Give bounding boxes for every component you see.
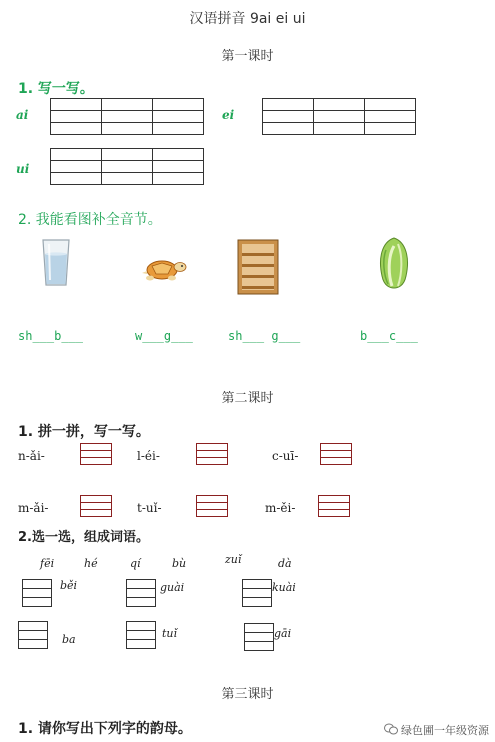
part2-q2: 2.选一选，组成词语。 [18, 530, 149, 545]
word-box-3[interactable] [242, 579, 272, 607]
option-1: fēi [40, 557, 55, 570]
word-hint-3: kuài [272, 581, 296, 594]
label-ai: ai [16, 108, 29, 122]
watermark [384, 722, 489, 739]
bookshelf-icon [236, 238, 280, 296]
spell-item-1: n-ǎi- [18, 449, 45, 463]
word-box-6[interactable] [244, 623, 274, 651]
blank-syllable-4[interactable]: b___c___ [360, 329, 418, 343]
spell-item-2: l-éi- [137, 449, 160, 463]
word-box-1[interactable] [22, 579, 52, 607]
blank-syllable-2[interactable]: w___g___ [135, 329, 193, 343]
spell-box-2[interactable] [196, 443, 228, 465]
lesson-3-heading: 第三课时 [221, 687, 274, 702]
word-hint-2: guài [160, 581, 185, 594]
spell-box-3[interactable] [320, 443, 352, 465]
turtle-icon [138, 256, 188, 282]
word-hint-4: ba [62, 633, 76, 646]
word-box-2[interactable] [126, 579, 156, 607]
spell-box-1[interactable] [80, 443, 112, 465]
option-2: hé [84, 557, 98, 570]
spell-box-4[interactable] [80, 495, 112, 517]
spell-item-5: t-uǐ- [137, 501, 162, 515]
writing-grid-ai[interactable] [50, 98, 204, 135]
option-3: qí [130, 557, 141, 570]
spell-box-5[interactable] [196, 495, 228, 517]
blank-syllable-1[interactable]: sh___b___ [18, 329, 84, 343]
label-ei: ei [222, 108, 235, 122]
spell-item-6: m-ěi- [265, 501, 296, 515]
spell-item-3: c-uī- [272, 449, 299, 463]
part2-q1: 1. 拼一拼，写一写。 [18, 424, 150, 440]
spell-box-6[interactable] [318, 495, 350, 517]
word-hint-5: tuǐ [162, 627, 178, 640]
wechat-icon [384, 723, 398, 738]
part3-q1: 1. 请你写出下列字的韵母。 [18, 721, 192, 737]
watermark-text: 绿色圃一年级资源 [401, 723, 489, 737]
section1-heading: 1. 写一写。 [18, 81, 94, 97]
glass-of-water-icon [40, 238, 72, 288]
word-hint-6: gāi [274, 627, 292, 640]
lesson-1-heading: 第一课时 [221, 49, 274, 64]
option-4: bù [172, 557, 187, 570]
word-box-4[interactable] [18, 621, 48, 649]
option-5: zuǐ [225, 553, 242, 566]
label-ui: ui [16, 162, 30, 176]
writing-grid-ei[interactable] [262, 98, 416, 135]
word-box-5[interactable] [126, 621, 156, 649]
cabbage-icon [376, 236, 412, 290]
lesson-2-heading: 第二课时 [221, 391, 274, 406]
page-title: 汉语拼音 9ai ei ui [189, 11, 306, 27]
section2-heading: 2. 我能看图补全音节。 [18, 212, 162, 228]
spell-item-4: m-ǎi- [18, 501, 49, 515]
writing-grid-ui[interactable] [50, 148, 204, 185]
blank-syllable-3[interactable]: sh___ g___ [228, 329, 301, 343]
word-hint-1: běi [60, 579, 78, 592]
option-6: dà [278, 557, 292, 570]
